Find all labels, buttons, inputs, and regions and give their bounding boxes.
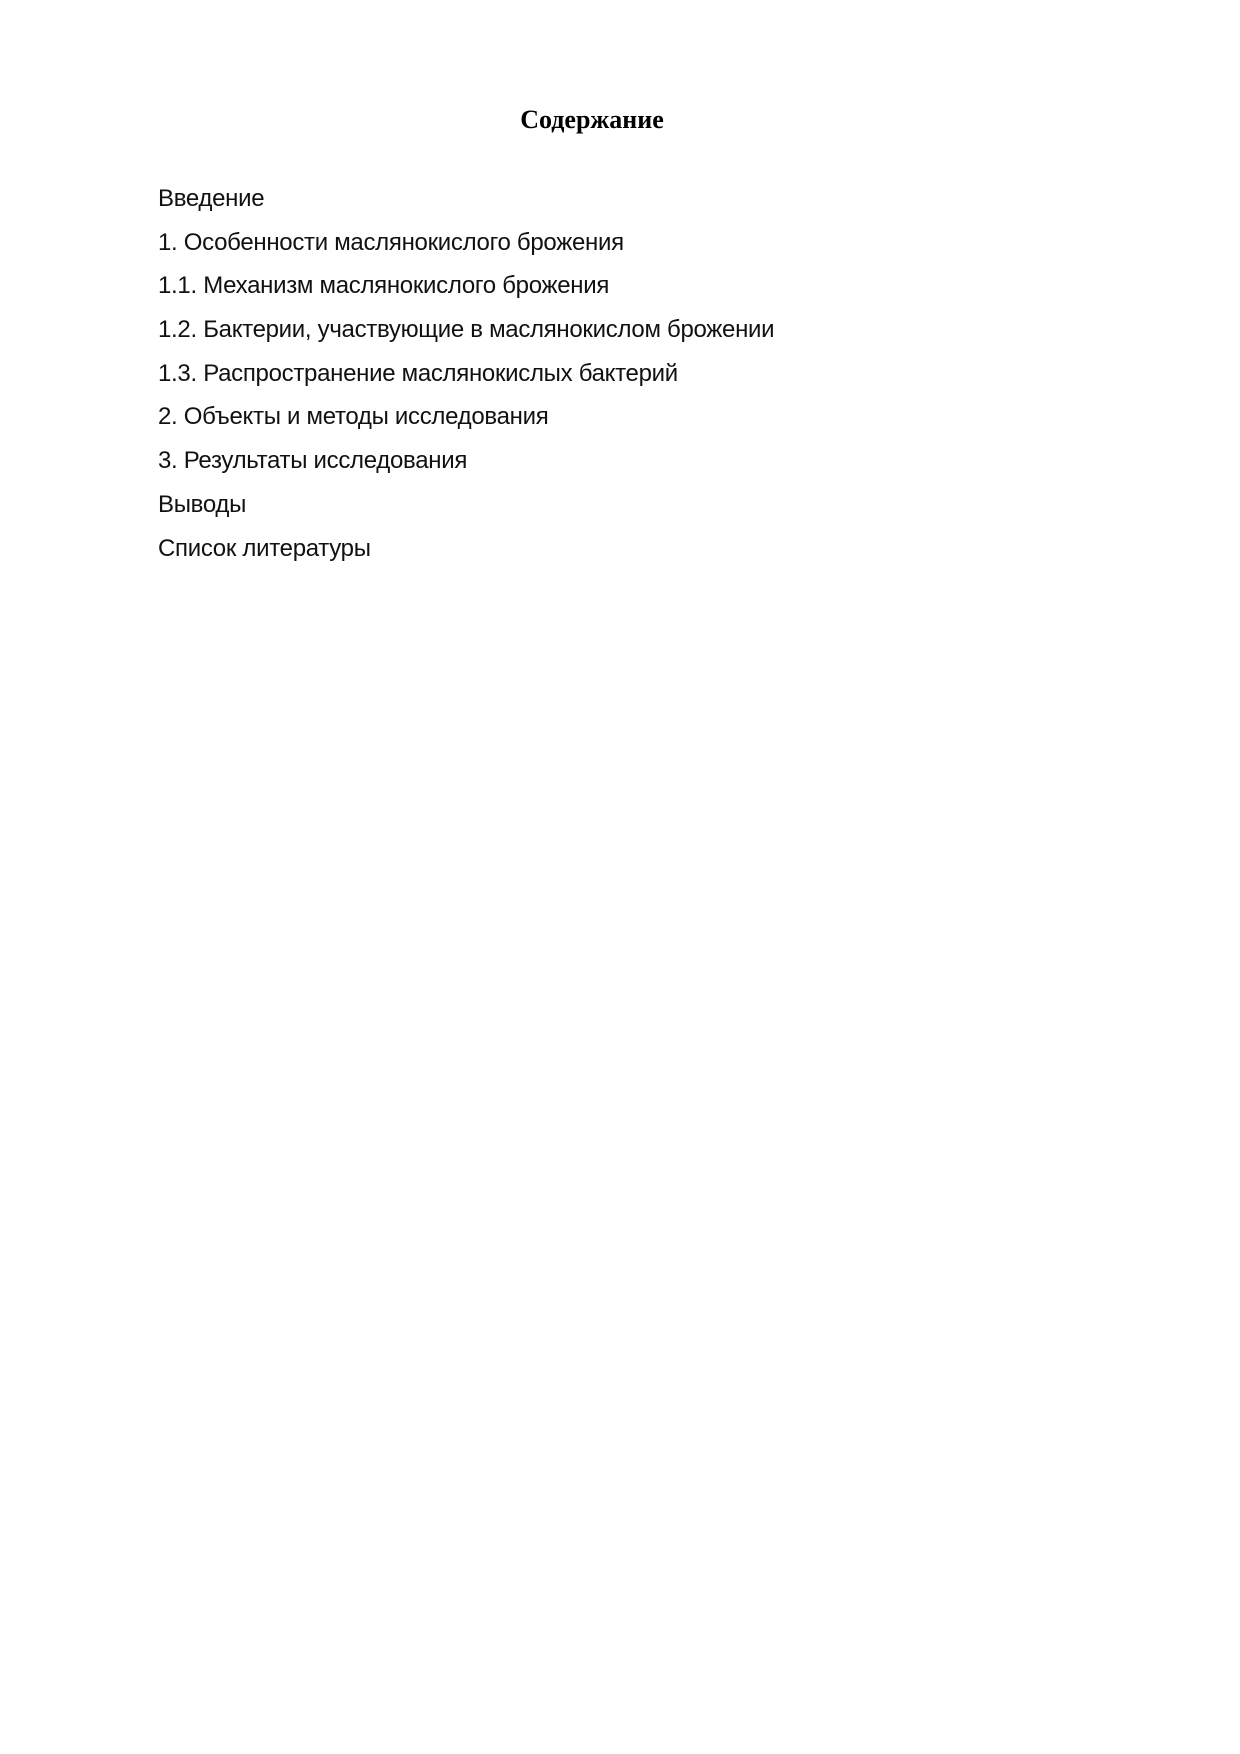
toc-item-conclusions: Выводы (158, 490, 247, 518)
toc-item-section-1-2: 1.2. Бактерии, участвующие в маслянокислом брожении (158, 316, 775, 344)
toc-item-section-1-3: 1.3. Распространение маслянокислых бактерий (158, 359, 678, 387)
table-of-contents (158, 182, 774, 575)
page-title: Содержание (520, 105, 664, 134)
toc-item-introduction: Введение (158, 185, 265, 212)
toc-item-chapter-1: 1. Особенности маслянокислого брожения (158, 228, 624, 256)
toc-item-chapter-3: 3. Результаты исследования (158, 447, 468, 475)
toc-item-section-1-1: 1.1. Механизм маслянокислого брожения (158, 272, 610, 300)
toc-item-chapter-2: 2. Объекты и методы исследования (158, 403, 549, 431)
toc-item-references: Список литературы (158, 534, 371, 562)
